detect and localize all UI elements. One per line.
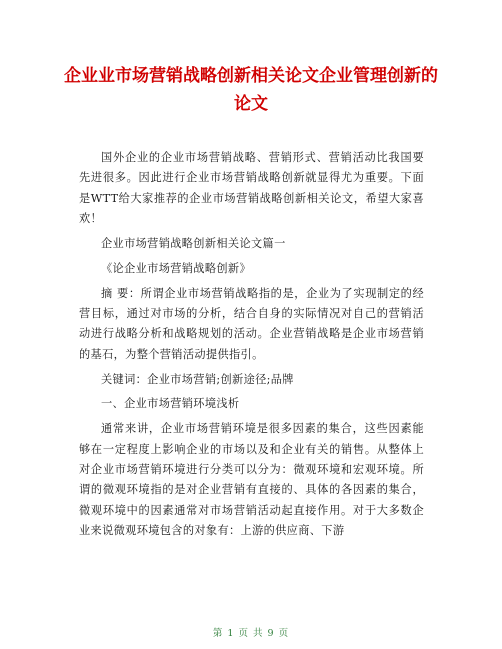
page-number-footer: 第 1 页 共 9 页 [212,628,290,639]
keywords-line: 关键词：企业市场营销;创新途径;品牌 [101,372,294,386]
section-heading: 企业市场营销战略创新相关论文篇一 [101,237,286,251]
chapter-heading: 一、企业市场营销环境浅析 [101,397,240,411]
abstract-paragraph: 摘 要：所谓企业市场营销战略指的是，企业为了实现制定的经营目标，通过对市场的分析，结合自身的实际情况对自己的营销活动进行战略分析和战略规划的活动。企业营销战略是企业市场营销的基石，为整个营销活动提供指引。 [79,286,424,361]
document-body [79,148,424,546]
page-title: 企业业市场营销战略创新相关论文企业管理创新的论文 [64,66,438,114]
body-paragraph: 通常来讲，企业市场营销环境是很多因素的集合，这些因素能够在一定程度上影响企业的市场以及和企业有关的销售。从整体上对企业市场营销环境进行分类可以分为：微观环境和宏观环境。所谓的微观环境指的是对企业营销有直接的、具体的各因素的集合，微观环境中的因素通常对市场营销活动起直接作用。对于大多数企业来说微观环境包含的对象有：上游的供应商、下游 [79,422,424,538]
article-title: 《论企业市场营销战略创新》 [101,261,251,275]
intro-paragraph: 国外企业的企业市场营销战略、营销形式、营销活动比我国要先进很多。因此进行企业市场营销战略创新就显得尤为重要。下面是WTT给大家推荐的企业市场营销战略创新相关论文，希望大家喜欢！ [79,151,424,226]
